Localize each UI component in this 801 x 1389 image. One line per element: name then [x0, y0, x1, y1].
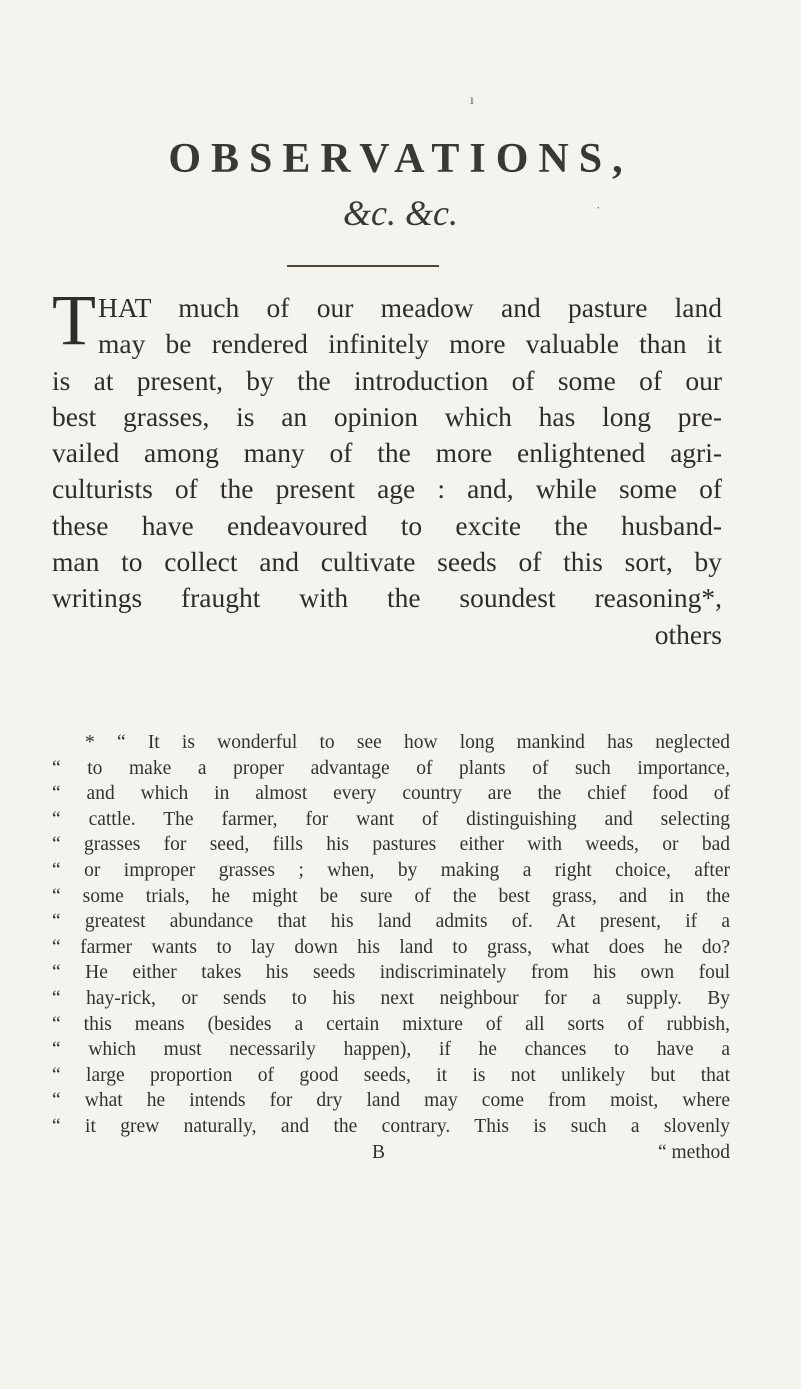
body-line: vailed among many of the more enlightened agri- [52, 437, 722, 469]
footnote [52, 730, 730, 1165]
footnote-line: “ cattle. The farmer, for want of distinguishing and selecting [52, 808, 730, 830]
footnote-footer [52, 1140, 730, 1166]
page-subtitle: &c. &c. [343, 193, 458, 233]
footnote-line: “ hay-rick, or sends to his next neighbour for a supply. By [52, 987, 730, 1009]
footnote-line: “ which must necessarily happen), if he chances to have a [52, 1039, 730, 1061]
body-line: culturists of the present age : and, while some of [52, 473, 722, 505]
footnote-line: “ and which in almost every country are the chief food of [52, 783, 730, 805]
footnote-line: * “ It is wonderful to see how long mankind has neglected [85, 732, 730, 753]
body-line: man to collect and cultivate seeds of this sort, by [52, 546, 722, 578]
body-line: is at present, by the introduction of some of our [52, 364, 722, 396]
footnote-line: “ greatest abundance that his land admits of. At present, if a [52, 911, 730, 933]
footnote-line: “ some trials, he might be sure of the best grass, and in the [52, 885, 730, 907]
footnote-line: “ farmer wants to lay down his land to grass, what does he do? [52, 936, 730, 958]
footnote-line: “ large proportion of good seeds, it is not unlikely but that [52, 1064, 730, 1086]
footnote-line: “ He either takes his seeds indiscriminately from his own foul [52, 962, 730, 984]
page-title: OBSERVATIONS, [168, 136, 633, 182]
body-line: writings fraught with the soundest reasoning*, [52, 582, 722, 614]
footnote-line: “ this means (besides a certain mixture of all sorts of rubbish, [52, 1013, 730, 1035]
footnote-line: “ it grew naturally, and the contrary. This is such a slovenly [52, 1115, 730, 1137]
ink-mark: ı [470, 93, 474, 108]
body-line: may be rendered infinitely more valuable than it [97, 328, 722, 360]
footnote-line: “ or improper grasses ; when, by making a right choice, after [52, 859, 730, 881]
drop-cap: T [52, 280, 96, 360]
body-line: THAT much of our meadow and pasture land [52, 280, 722, 360]
body-line: best grasses, is an opinion which has long pre- [52, 400, 722, 432]
body-catchword: others [654, 618, 722, 650]
smudge-mark: ˙ [596, 205, 601, 220]
body-text [52, 280, 722, 653]
footnote-line: “ grasses for seed, fills his pastures either with weeds, or bad [52, 834, 730, 856]
title-rule [287, 265, 439, 267]
footnote-catchword: “ method [657, 1141, 730, 1163]
signature-mark: B [372, 1141, 386, 1163]
footnote-line: “ what he intends for dry land may come from moist, where [52, 1090, 730, 1112]
body-line: these have endeavoured to excite the husband- [52, 509, 722, 541]
footnote-line: “ to make a proper advantage of plants of such importance, [52, 757, 730, 779]
